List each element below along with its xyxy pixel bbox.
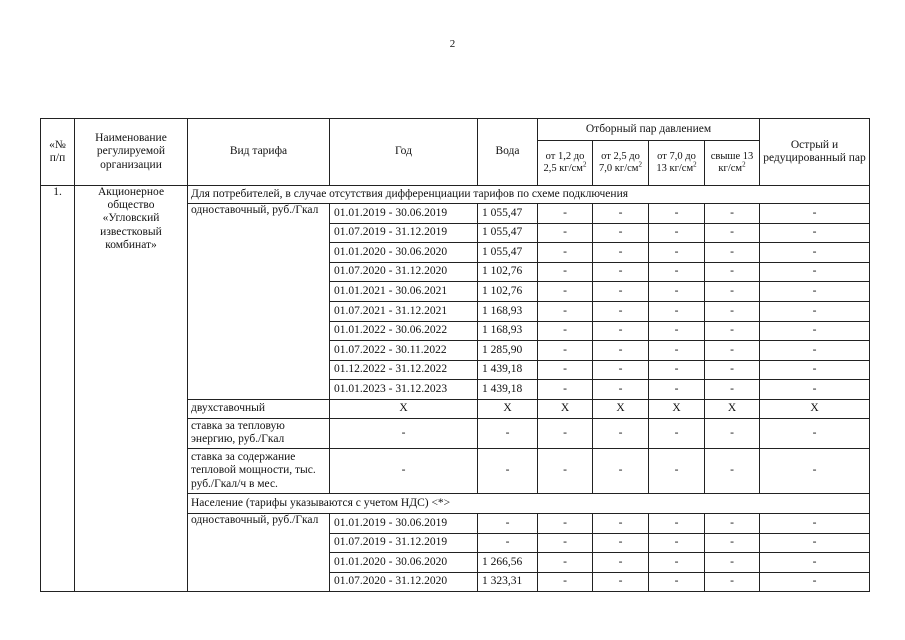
header-tariff-type: Вид тарифа xyxy=(188,119,330,186)
row-pressure-4: - xyxy=(705,262,760,282)
row-pressure-4: - xyxy=(705,341,760,361)
row-pressure-3: - xyxy=(649,380,705,400)
capacity-rate-water: - xyxy=(478,448,538,493)
row-sharp-steam: - xyxy=(760,360,870,380)
row-pressure-2: - xyxy=(593,380,649,400)
row-pressure-2: - xyxy=(593,360,649,380)
water-value: 1 055,47 xyxy=(478,223,538,243)
water-value: 1 439,18 xyxy=(478,380,538,400)
row-pressure-1: - xyxy=(538,301,593,321)
energy-rate-pressure-1: - xyxy=(538,418,593,448)
population-pressure-1: - xyxy=(538,572,593,592)
population-pressure-2: - xyxy=(593,533,649,553)
row-pressure-2: - xyxy=(593,223,649,243)
population-pressure-3: - xyxy=(649,553,705,573)
population-pressure-3: - xyxy=(649,513,705,533)
row-pressure-4: - xyxy=(705,380,760,400)
population-water: - xyxy=(478,533,538,553)
two-rate-water: Х xyxy=(478,399,538,418)
row-pressure-3: - xyxy=(649,341,705,361)
population-water: - xyxy=(478,513,538,533)
row-pressure-3: - xyxy=(649,301,705,321)
water-value: 1 055,47 xyxy=(478,204,538,224)
header-year: Год xyxy=(330,119,478,186)
row-pressure-3: - xyxy=(649,223,705,243)
header-water: Вода xyxy=(478,119,538,186)
population-pressure-4: - xyxy=(705,572,760,592)
row-pressure-3: - xyxy=(649,321,705,341)
two-rate-sharp-steam: Х xyxy=(760,399,870,418)
water-value: 1 102,76 xyxy=(478,262,538,282)
population-pressure-2: - xyxy=(593,553,649,573)
row-sharp-steam: - xyxy=(760,223,870,243)
row-pressure-2: - xyxy=(593,282,649,302)
tariff-table xyxy=(40,118,870,592)
row-pressure-2: - xyxy=(593,341,649,361)
row-pressure-1: - xyxy=(538,380,593,400)
period: 01.01.2020 - 30.06.2020 xyxy=(330,243,478,263)
row-sharp-steam: - xyxy=(760,243,870,263)
water-value: 1 168,93 xyxy=(478,321,538,341)
two-rate-pressure-1: Х xyxy=(538,399,593,418)
capacity-rate-pressure-4: - xyxy=(705,448,760,493)
population-sharp-steam: - xyxy=(760,533,870,553)
population-water: 1 266,56 xyxy=(478,553,538,573)
population-pressure-3: - xyxy=(649,572,705,592)
row-sharp-steam: - xyxy=(760,204,870,224)
population-pressure-1: - xyxy=(538,533,593,553)
capacity-rate-period: - xyxy=(330,448,478,493)
row-pressure-2: - xyxy=(593,204,649,224)
water-value: 1 285,90 xyxy=(478,341,538,361)
row-pressure-1: - xyxy=(538,243,593,263)
capacity-rate-pressure-1: - xyxy=(538,448,593,493)
header-pressure-3: от 7,0 до 13 $кг/см^2$ xyxy=(649,141,705,186)
row-pressure-3: - xyxy=(649,262,705,282)
energy-rate-label: ставка за тепловую энергию, руб./Гкал xyxy=(188,418,330,448)
row-pressure-4: - xyxy=(705,301,760,321)
two-rate-period: Х xyxy=(330,399,478,418)
row-pressure-1: - xyxy=(538,282,593,302)
population-water: 1 323,31 xyxy=(478,572,538,592)
population-pressure-1: - xyxy=(538,553,593,573)
row-sharp-steam: - xyxy=(760,262,870,282)
row-pressure-2: - xyxy=(593,262,649,282)
row-pressure-4: - xyxy=(705,223,760,243)
header-num: «№ п/п xyxy=(41,119,75,186)
energy-rate-water: - xyxy=(478,418,538,448)
header-org: Наименование регулируемой организации xyxy=(75,119,188,186)
two-rate-pressure-4: Х xyxy=(705,399,760,418)
row-pressure-1: - xyxy=(538,223,593,243)
page-number: 2 xyxy=(449,38,456,50)
water-value: 1 168,93 xyxy=(478,301,538,321)
period: 01.12.2022 - 31.12.2022 xyxy=(330,360,478,380)
one-rate-label: одноставочный, руб./Гкал xyxy=(188,204,330,400)
row-pressure-3: - xyxy=(649,243,705,263)
period: 01.07.2022 - 30.11.2022 xyxy=(330,341,478,361)
row-pressure-4: - xyxy=(705,321,760,341)
row-sharp-steam: - xyxy=(760,301,870,321)
population-pressure-1: - xyxy=(538,513,593,533)
water-value: 1 102,76 xyxy=(478,282,538,302)
population-pressure-4: - xyxy=(705,513,760,533)
energy-rate-pressure-2: - xyxy=(593,418,649,448)
org-name: Акционерное общество «Угловский известковый комбинат» xyxy=(75,186,188,592)
period: 01.01.2019 - 30.06.2019 xyxy=(330,204,478,224)
period: 01.07.2019 - 31.12.2019 xyxy=(330,223,478,243)
header-pressure-4: свыше 13 $кг/см^2$ xyxy=(705,141,760,186)
two-rate-label: двухставочный xyxy=(188,399,330,418)
population-pressure-3: - xyxy=(649,533,705,553)
row-pressure-4: - xyxy=(705,204,760,224)
header-pressure-1: от 1,2 до 2,5 $кг/см^2$ xyxy=(538,141,593,186)
row-pressure-2: - xyxy=(593,243,649,263)
water-value: 1 439,18 xyxy=(478,360,538,380)
row-pressure-3: - xyxy=(649,360,705,380)
row-pressure-4: - xyxy=(705,243,760,263)
population-sharp-steam: - xyxy=(760,513,870,533)
population-one-rate-label: одноставочный, руб./Гкал xyxy=(188,513,330,591)
capacity-rate-pressure-2: - xyxy=(593,448,649,493)
header-row-1 xyxy=(41,119,870,141)
row-pressure-4: - xyxy=(705,360,760,380)
two-rate-pressure-3: Х xyxy=(649,399,705,418)
population-pressure-2: - xyxy=(593,572,649,592)
row-pressure-2: - xyxy=(593,301,649,321)
two-rate-pressure-2: Х xyxy=(593,399,649,418)
org-number: 1. xyxy=(41,186,75,592)
energy-rate-pressure-3: - xyxy=(649,418,705,448)
population-pressure-4: - xyxy=(705,553,760,573)
energy-rate-pressure-4: - xyxy=(705,418,760,448)
row-pressure-3: - xyxy=(649,282,705,302)
row-pressure-3: - xyxy=(649,204,705,224)
period: 01.07.2020 - 31.12.2020 xyxy=(330,262,478,282)
section2-title: Население (тарифы указываются с учетом НДС) <*> xyxy=(188,493,870,513)
population-pressure-2: - xyxy=(593,513,649,533)
population-pressure-4: - xyxy=(705,533,760,553)
row-pressure-2: - xyxy=(593,321,649,341)
header-steam-group: Отборный пар давлением xyxy=(538,119,760,141)
population-period: 01.01.2019 - 30.06.2019 xyxy=(330,513,478,533)
capacity-rate-pressure-3: - xyxy=(649,448,705,493)
row-sharp-steam: - xyxy=(760,321,870,341)
row-pressure-4: - xyxy=(705,282,760,302)
row-pressure-1: - xyxy=(538,204,593,224)
population-sharp-steam: - xyxy=(760,572,870,592)
section1-title: Для потребителей, в случае отсутствия дифференциации тарифов по схеме подключения xyxy=(188,186,870,204)
section1-title-row xyxy=(41,186,870,204)
header-sharp-steam: Острый и редуцированный пар xyxy=(760,119,870,186)
energy-rate-sharp-steam: - xyxy=(760,418,870,448)
period: 01.01.2021 - 30.06.2021 xyxy=(330,282,478,302)
population-period: 01.07.2020 - 31.12.2020 xyxy=(330,572,478,592)
capacity-rate-label: ставка за содержание тепловой мощности, тыс. руб./Гкал/ч в мес. xyxy=(188,448,330,493)
row-sharp-steam: - xyxy=(760,341,870,361)
row-sharp-steam: - xyxy=(760,282,870,302)
period: 01.01.2023 - 31.12.2023 xyxy=(330,380,478,400)
population-period: 01.07.2019 - 31.12.2019 xyxy=(330,533,478,553)
period: 01.01.2022 - 30.06.2022 xyxy=(330,321,478,341)
capacity-rate-sharp-steam: - xyxy=(760,448,870,493)
period: 01.07.2021 - 31.12.2021 xyxy=(330,301,478,321)
row-pressure-1: - xyxy=(538,341,593,361)
row-pressure-1: - xyxy=(538,321,593,341)
row-pressure-1: - xyxy=(538,360,593,380)
row-pressure-1: - xyxy=(538,262,593,282)
header-pressure-2: от 2,5 до 7,0 $кг/см^2$ xyxy=(593,141,649,186)
population-period: 01.01.2020 - 30.06.2020 xyxy=(330,553,478,573)
row-sharp-steam: - xyxy=(760,380,870,400)
population-sharp-steam: - xyxy=(760,553,870,573)
water-value: 1 055,47 xyxy=(478,243,538,263)
energy-rate-period: - xyxy=(330,418,478,448)
